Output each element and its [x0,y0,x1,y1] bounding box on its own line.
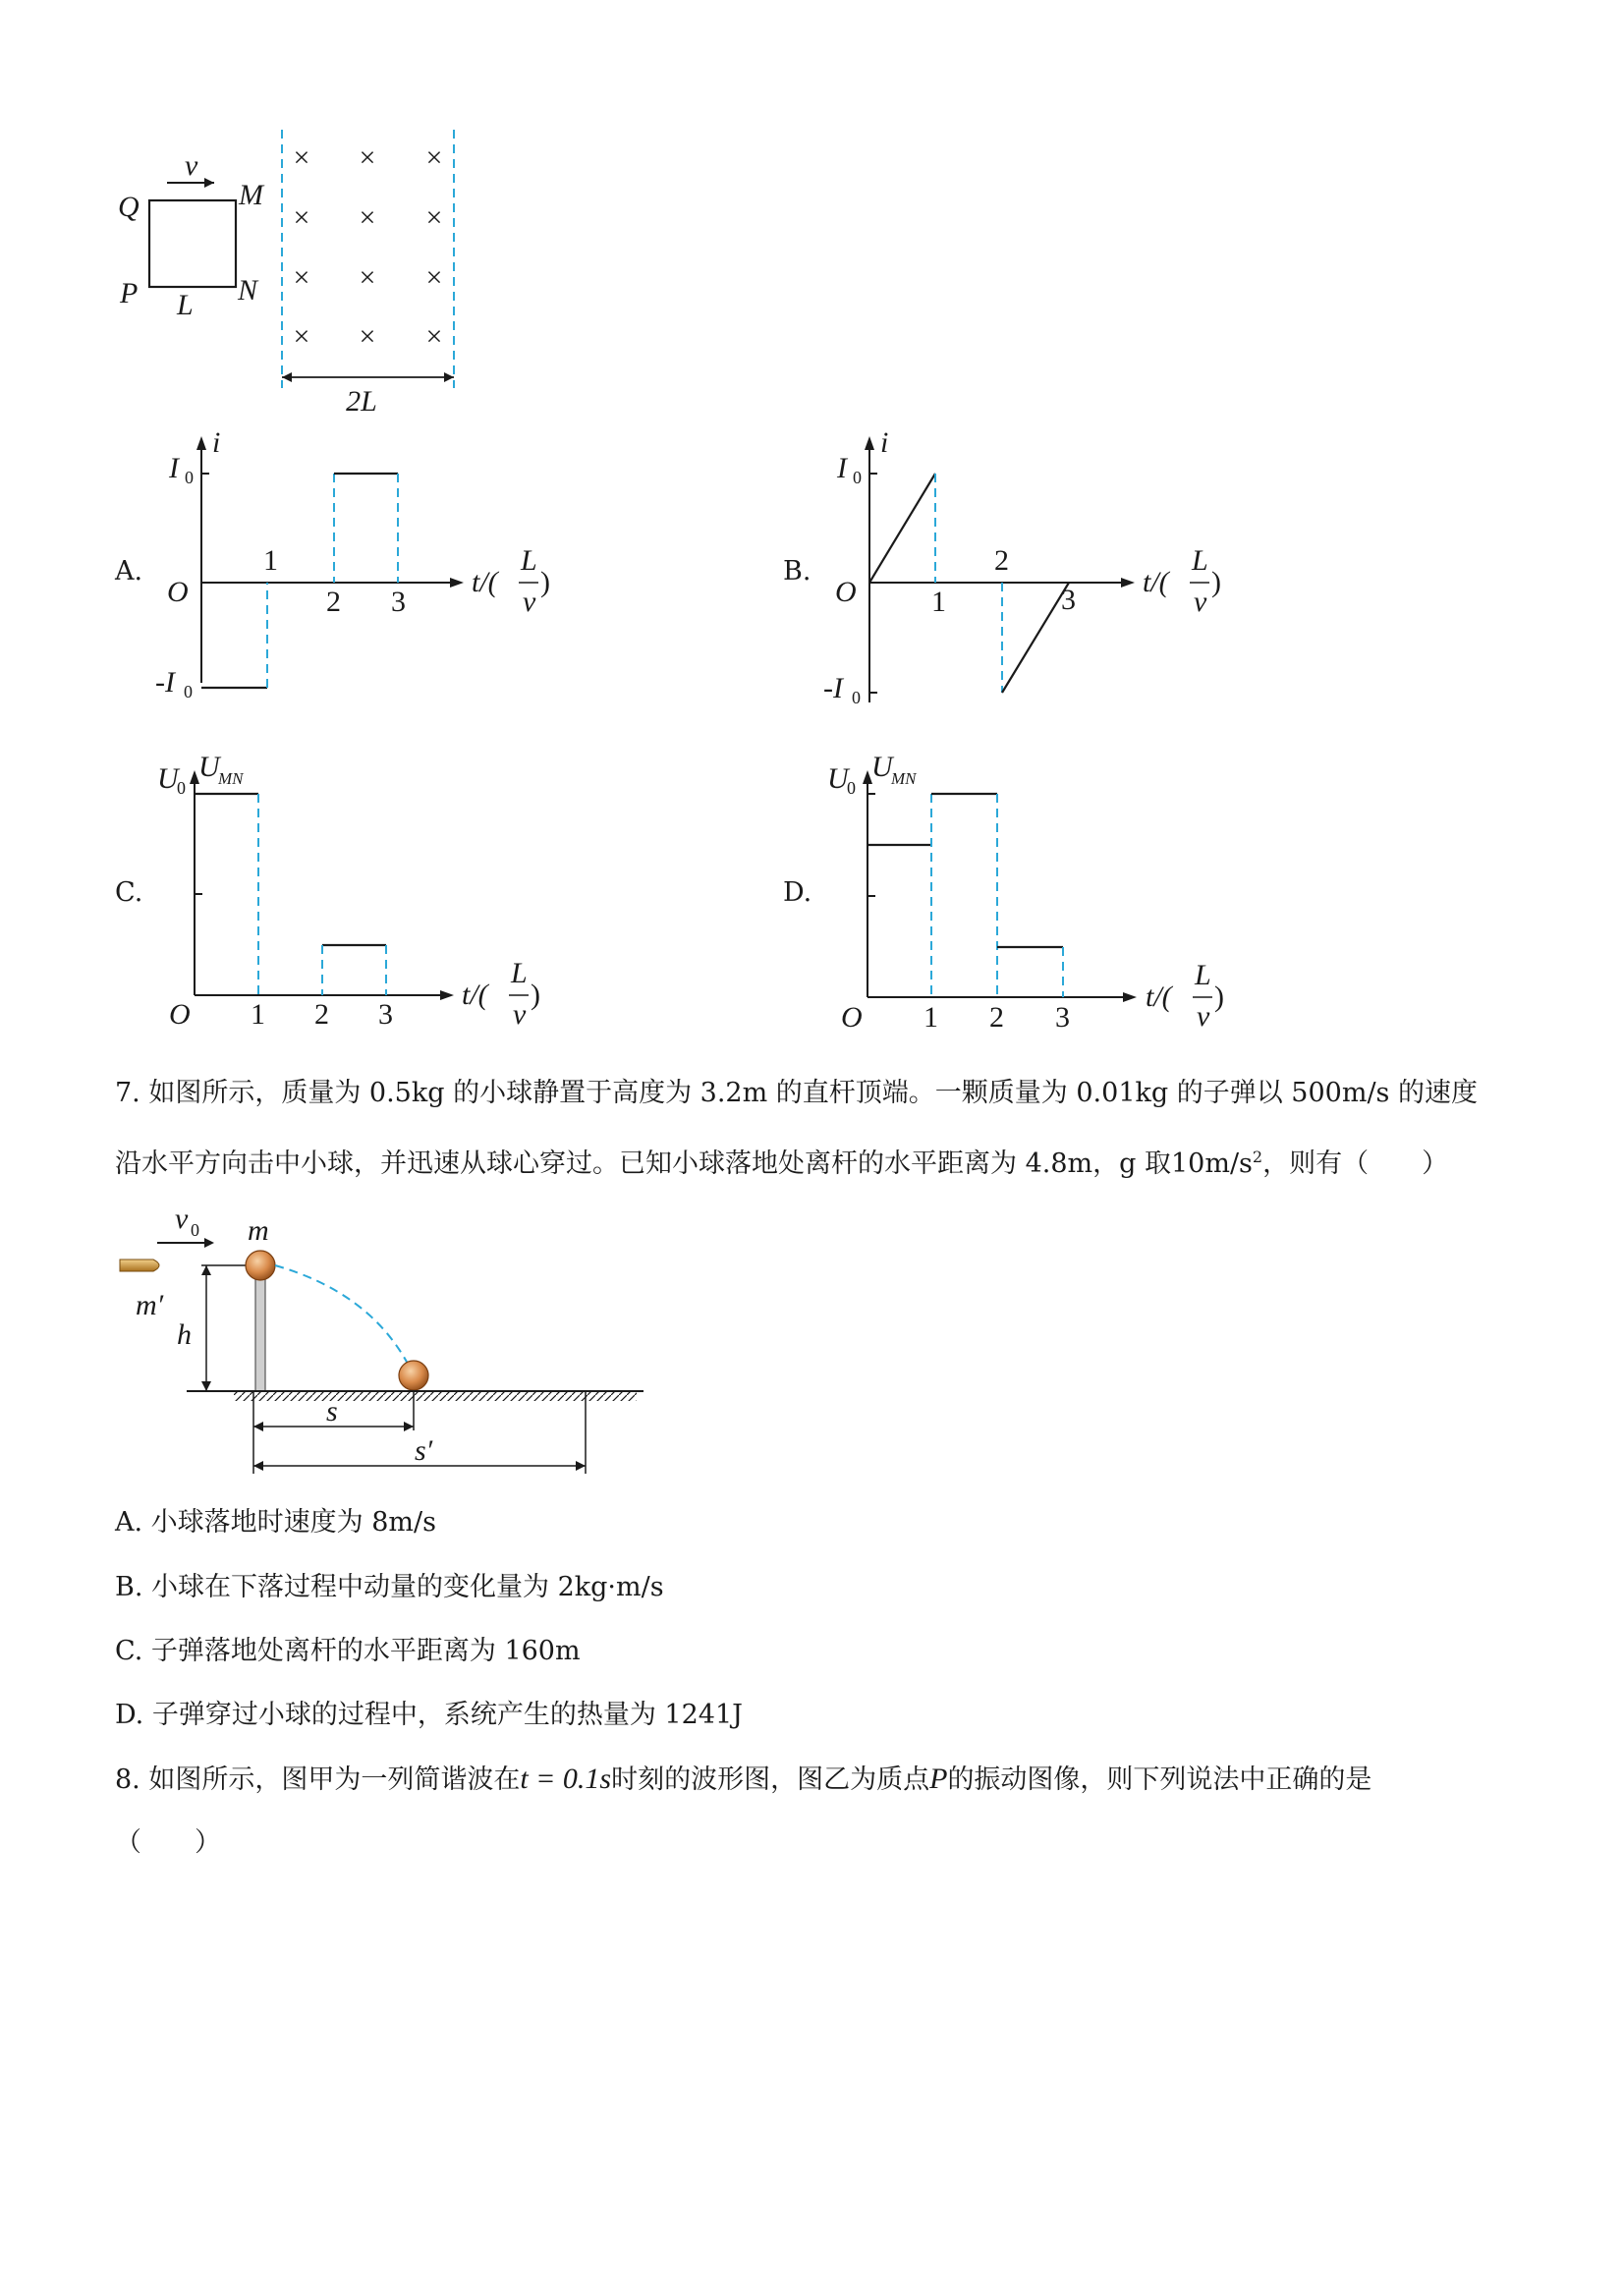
svg-text:×: × [425,141,443,174]
magnetic-field-crosses [294,141,443,353]
q7-option-a: A. 小球落地时速度为 8m/s [115,1507,436,1538]
svg-text:): ) [540,566,550,598]
svg-text:3: 3 [1061,584,1076,616]
svg-text:×: × [359,320,376,353]
square-loop [149,200,236,287]
bullet-ball-figure [108,1199,658,1484]
vertex-m: M [239,179,263,211]
svg-text:I: I [837,452,847,484]
svg-text:3: 3 [1055,1001,1070,1034]
svg-text:×: × [425,261,443,294]
graph-d [815,737,1248,1041]
svg-text:t/(: t/( [472,566,498,598]
option-c-label: C. [115,877,143,908]
v0-label: v [175,1203,189,1235]
rod [255,1277,265,1391]
svg-text:v: v [1194,586,1207,618]
svg-text:2: 2 [994,544,1009,577]
bullet-distance-label: s′ [415,1434,433,1467]
svg-text:0: 0 [177,778,186,798]
ball-mass-label: m [248,1214,269,1247]
svg-text:t/(: t/( [1146,980,1172,1013]
svg-text:-I: -I [823,672,843,704]
svg-text:L: L [521,544,537,577]
svg-text:1: 1 [923,1001,938,1034]
svg-text:×: × [293,201,310,234]
svg-text:i: i [880,426,889,459]
svg-text:0: 0 [191,1220,199,1240]
svg-text:O: O [167,576,189,608]
graph-c [147,737,580,1041]
svg-text:t/(: t/( [462,979,488,1011]
svg-text:2: 2 [326,586,341,618]
question-7-line-2: 沿水平方向击中小球，并迅速从球心穿过。已知小球落地处离杆的水平距离为 4.8m，g 取$10m/s^2$，则有（ ） [115,1148,1449,1179]
svg-text:0: 0 [185,468,194,487]
svg-text:×: × [359,201,376,234]
svg-text:O: O [169,998,191,1031]
svg-text:): ) [1211,566,1221,598]
vertex-p: P [120,277,139,309]
q7-option-d: D. 子弹穿过小球的过程中，系统产生的热量为 1241J [115,1700,743,1730]
graph-a [147,422,580,717]
question-7-line-1: 7. 如图所示，质量为 0.5kg 的小球静置于高度为 3.2m 的直杆顶端。一颗质量为 0.01kg 的子弹以 500m/s 的速度 [115,1078,1478,1108]
svg-text:×: × [425,320,443,353]
svg-text:2: 2 [314,998,329,1031]
svg-text:3: 3 [391,586,406,618]
ball-distance-label: s [326,1395,338,1428]
svg-text:I: I [169,452,179,484]
svg-text:v: v [1197,1000,1210,1033]
svg-text:MN: MN [218,769,244,788]
svg-text:v: v [513,998,527,1031]
bullet [120,1260,159,1271]
svg-text:2: 2 [989,1001,1004,1034]
question-8-line-1: 8. 如图所示，图甲为一列简谐波在t = 0.1s时刻的波形图，图乙为质点P的振动图像，则下列说法中正确的是 [115,1763,1372,1795]
svg-text:U: U [871,751,893,783]
svg-text:L: L [511,957,528,989]
svg-text:0: 0 [853,468,862,487]
svg-text:L: L [1192,544,1208,577]
svg-text:U: U [827,762,849,795]
ball-trajectory [275,1265,408,1364]
vertex-q: Q [118,191,140,223]
svg-text:t/(: t/( [1143,566,1169,598]
option-a-label: A. [115,556,143,587]
svg-text:U: U [198,751,220,783]
svg-text:×: × [359,141,376,174]
question-8-line-2: （ ） [115,1827,221,1858]
bullet-mass-label: m′ [136,1289,164,1321]
loop-field-figure [98,118,491,422]
q7-option-c: C. 子弹落地处离杆的水平距离为 160m [115,1636,581,1666]
svg-text:×: × [293,320,310,353]
svg-text:3: 3 [378,998,393,1031]
svg-text:-I: -I [155,666,175,699]
height-label: h [177,1318,192,1351]
svg-text:0: 0 [847,778,856,798]
svg-text:O: O [835,576,857,608]
svg-text:×: × [293,141,310,174]
svg-text:U: U [157,762,179,795]
svg-text:1: 1 [263,544,278,577]
svg-text:×: × [425,201,443,234]
svg-text:v: v [523,586,536,618]
vertex-n: N [238,274,258,307]
svg-text:): ) [531,979,540,1011]
field-width-label: 2L [346,385,377,418]
svg-text:1: 1 [931,586,946,618]
svg-text:): ) [1214,980,1224,1013]
svg-text:L: L [1195,959,1211,991]
option-d-label: D. [783,877,812,908]
svg-text:0: 0 [852,688,861,707]
ball-landed [399,1361,428,1390]
q7-option-b: B. 小球在下落过程中动量的变化量为 2kg·m/s [115,1572,664,1602]
svg-text:i: i [212,426,221,459]
option-b-label: B. [783,556,812,587]
graph-b [815,422,1248,717]
side-length-label: L [177,289,194,321]
velocity-label: v [185,149,198,182]
svg-text:MN: MN [891,769,917,788]
svg-text:O: O [841,1001,863,1034]
svg-text:1: 1 [251,998,265,1031]
svg-text:×: × [359,261,376,294]
ball-on-rod [246,1251,275,1280]
svg-text:0: 0 [184,682,193,701]
svg-text:×: × [293,261,310,294]
